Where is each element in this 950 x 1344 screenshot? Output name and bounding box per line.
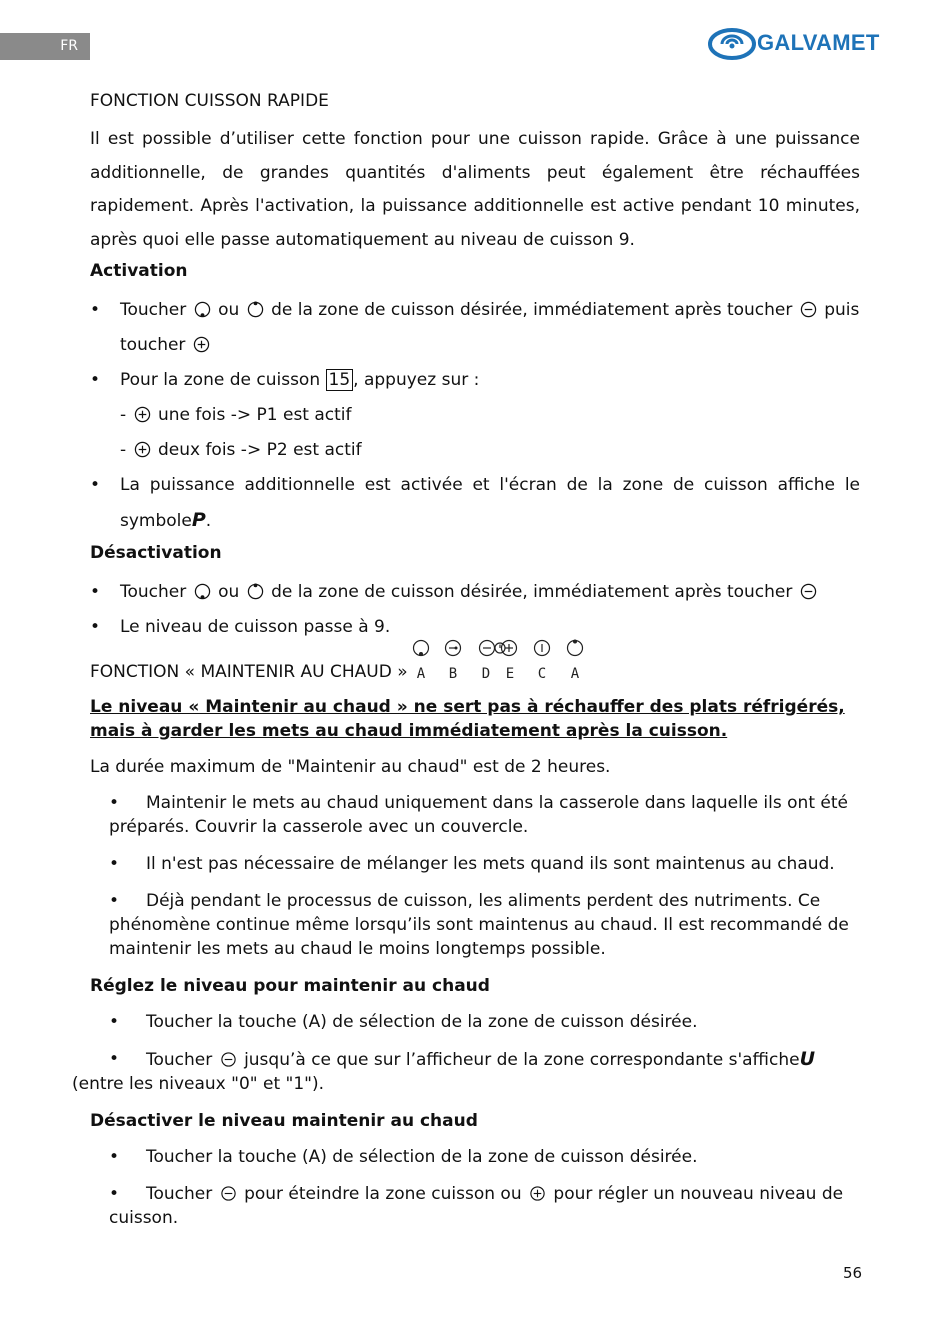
knob-label: D (481, 666, 491, 682)
minus-icon (800, 583, 817, 600)
knob-label: A (416, 666, 426, 682)
text: jusqu’à ce que sur l’afficheur de la zone correspondante s'affiche (244, 1050, 800, 1070)
keep-warm-section (72, 637, 860, 1243)
knob-top-icon (247, 301, 264, 318)
logo-mark-icon (708, 26, 756, 62)
text: , appuyez sur : (353, 370, 480, 390)
list-item (90, 1145, 860, 1169)
minus-icon (220, 1185, 237, 1202)
bullet: • (109, 793, 120, 813)
list-item (90, 1010, 860, 1034)
knob-a-icon (412, 639, 430, 657)
text: ou (218, 300, 240, 320)
text: Toucher (146, 1050, 213, 1070)
text: La puissance additionnelle est activée et l'écran de la zone de cuisson affiche le symbole (120, 475, 860, 531)
list-item (90, 363, 860, 398)
text: deux fois -> P2 est actif (157, 440, 362, 460)
brand-name: GALVAMET (757, 30, 880, 55)
page-number: 56 (843, 1264, 863, 1282)
text: Toucher (146, 1184, 213, 1204)
minus-icon (220, 1051, 237, 1068)
set-level-heading: Réglez le niveau pour maintenir au chaud (90, 976, 490, 996)
intro-paragraph: Il est possible d’utiliser cette fonction pour une cuisson rapide. Grâce à une puissance additionnelle, de grandes quantités d'aliments peut également être réchauffées rapidement. Après l'activation, la puissance additionnelle est active pendant 10 minutes, après quoi elle passe automatiquement au niveau de cuisson 9. (90, 129, 860, 250)
language-tab: FR (0, 33, 90, 60)
list-item (90, 293, 860, 363)
plus-icon (193, 336, 210, 353)
control-diagram (412, 639, 602, 683)
text-block (72, 1047, 860, 1096)
text: Le niveau de cuisson passe à 9. (120, 617, 391, 637)
p-symbol: P (191, 509, 206, 531)
text: Déjà pendant le processus de cuisson, les aliments perdent des nutriments. Ce phénomène continue même lorsqu’ils sont maintenus au chaud. Il est recommandé de maintenir les mets au chaud le moins longtemps possible. (109, 891, 849, 959)
bullet: • (109, 1012, 120, 1032)
text: puis toucher (120, 300, 860, 355)
text: Toucher la touche (A) de sélection de la zone de cuisson désirée. (146, 1012, 698, 1032)
lead-statement: Le niveau « Maintenir au chaud » ne sert pas à réchauffer des plats réfrigérés, mais à garder les mets au chaud immédiatement après la cuisson. (90, 697, 845, 741)
tips-list (90, 791, 860, 961)
bullet: • (109, 1049, 120, 1069)
quick-cooking-section (90, 89, 860, 645)
deactivation-list (90, 575, 860, 645)
text: de la zone de cuisson désirée, immédiatement après toucher (271, 300, 793, 320)
activation-list (90, 293, 860, 398)
bullet: • (109, 891, 120, 911)
text: Maintenir le mets au chaud uniquement dans la casserole dans laquelle ils ont été préparés. Couvrir la casserole avec un couvercle. (109, 793, 848, 837)
minus-icon (800, 301, 817, 318)
knob-top-icon (247, 583, 264, 600)
sub-item (90, 433, 860, 468)
knob-left-icon (194, 301, 211, 318)
bullet: • (109, 854, 120, 874)
knob-a2-icon (566, 639, 584, 657)
list-item (90, 889, 860, 961)
dash: - (120, 405, 127, 425)
deactivate-heading: Désactiver le niveau maintenir au chaud (90, 1111, 478, 1131)
deactivation-heading: Désactivation (90, 543, 222, 563)
knob-c-icon (533, 639, 551, 657)
knob-label: C (537, 666, 547, 682)
u-symbol: U (799, 1048, 816, 1070)
sub-item (90, 398, 860, 433)
text: Toucher (120, 300, 187, 320)
text: ou (218, 582, 240, 602)
plus-icon (134, 406, 151, 423)
list-item (72, 1047, 860, 1096)
list-item (90, 575, 860, 610)
bullet: • (109, 1184, 120, 1204)
text: pour éteindre la zone cuisson ou (244, 1184, 522, 1204)
activation-heading: Activation (90, 261, 188, 281)
deactivate-list (90, 1145, 860, 1230)
text: Pour la zone de cuisson (120, 370, 321, 390)
text: . (205, 511, 212, 531)
text: de la zone de cuisson désirée, immédiatement après toucher (271, 582, 793, 602)
plus-icon (529, 1185, 546, 1202)
list-item (90, 852, 860, 876)
list-item (90, 1182, 860, 1230)
text-block (109, 1182, 860, 1230)
zone-number-box: 15 (326, 369, 354, 391)
knob-label: A (570, 666, 580, 682)
text: (entre les niveaux "0" et "1"). (72, 1074, 325, 1094)
dash: - (120, 440, 127, 460)
text: Toucher (120, 582, 187, 602)
activation-list-2 (90, 468, 860, 539)
keep-warm-title-row (90, 637, 860, 687)
knob-label: E (505, 666, 515, 682)
duration-text: La durée maximum de "Maintenir au chaud" est de 2 heures. (90, 757, 611, 777)
text: une fois -> P1 est actif (157, 405, 352, 425)
list-item (90, 468, 860, 539)
set-level-list (72, 1010, 860, 1096)
knob-b-icon (444, 639, 462, 657)
text: pour régler un nouveau niveau de cuisson. (109, 1184, 844, 1228)
text: Toucher la touche (A) de sélection de la zone de cuisson désirée. (146, 1147, 698, 1167)
knob-label: B (448, 666, 458, 682)
plus-icon (134, 441, 151, 458)
knob-e-icon (500, 639, 518, 657)
section-title: FONCTION « MAINTENIR AU CHAUD » (90, 662, 408, 682)
section-title: FONCTION CUISSON RAPIDE (90, 91, 329, 111)
bullet: • (109, 1147, 120, 1167)
text: Il n'est pas nécessaire de mélanger les mets quand ils sont maintenus au chaud. (146, 854, 835, 874)
knob-left-icon (194, 583, 211, 600)
galvamet-logo (708, 26, 903, 62)
list-item (90, 791, 860, 839)
